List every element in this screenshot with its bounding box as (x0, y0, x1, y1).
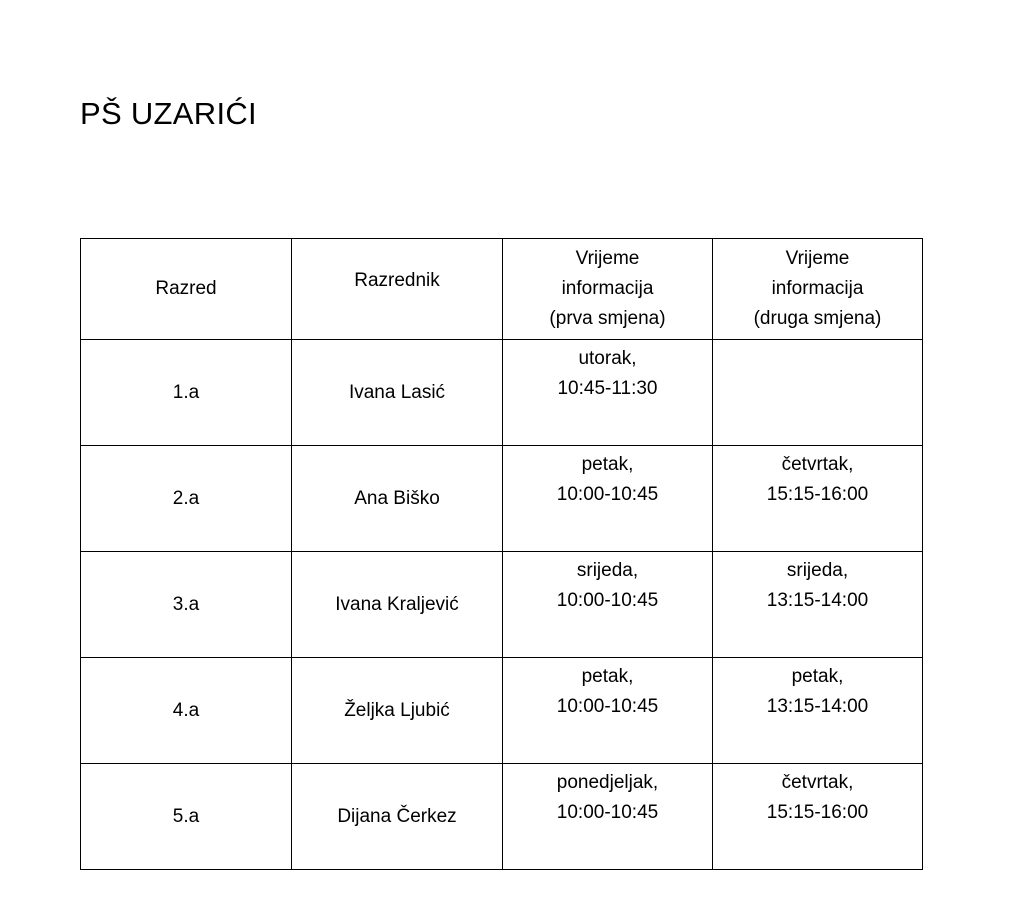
table-row (81, 340, 923, 446)
cell-razred: 3.a (81, 552, 292, 658)
cell-razrednik: Ana Biško (292, 446, 503, 552)
header-druga-smjena (713, 239, 923, 340)
cell-prva-smjena (503, 552, 713, 658)
header-druga-line: Vrijeme (785, 248, 850, 269)
cell-prva-smjena (503, 764, 713, 870)
header-prva-line: Vrijeme (575, 248, 640, 269)
cell-day: utorak, (578, 348, 637, 369)
cell-day: srijeda, (786, 560, 849, 581)
cell-time: 15:15-16:00 (766, 484, 869, 505)
header-razrednik (292, 239, 503, 340)
cell-druga-smjena (713, 340, 923, 446)
cell-day: ponedjeljak, (556, 772, 659, 793)
cell-day: srijeda, (576, 560, 639, 581)
table-header-row (81, 239, 923, 340)
header-prva-smjena (503, 239, 713, 340)
cell-razrednik: Željka Ljubić (292, 658, 503, 764)
header-razred-label: Razred (155, 278, 217, 299)
cell-druga-smjena (713, 764, 923, 870)
cell-razred: 2.a (81, 446, 292, 552)
header-prva-line: (prva smjena) (549, 308, 666, 329)
cell-druga-smjena (713, 552, 923, 658)
cell-razrednik: Ivana Kraljević (292, 552, 503, 658)
cell-prva-smjena (503, 446, 713, 552)
table-row (81, 552, 923, 658)
cell-prva-smjena (503, 340, 713, 446)
cell-day: petak, (581, 454, 634, 475)
cell-day: petak, (791, 666, 844, 687)
header-druga-line: informacija (771, 278, 864, 299)
header-druga-line: (druga smjena) (753, 308, 882, 329)
cell-prva-smjena (503, 658, 713, 764)
cell-time: 13:15-14:00 (766, 696, 869, 717)
cell-time: 10:00-10:45 (556, 802, 659, 823)
table-row (81, 658, 923, 764)
cell-razred: 1.a (81, 340, 292, 446)
cell-day: četvrtak, (781, 454, 854, 475)
header-razrednik-label: Razrednik (354, 270, 440, 291)
cell-druga-smjena (713, 658, 923, 764)
header-prva-line: informacija (561, 278, 654, 299)
cell-razred: 4.a (81, 658, 292, 764)
cell-razrednik: Dijana Čerkez (292, 764, 503, 870)
table-row (81, 446, 923, 552)
cell-razrednik: Ivana Lasić (292, 340, 503, 446)
cell-time: 13:15-14:00 (766, 590, 869, 611)
cell-time: 15:15-16:00 (766, 802, 869, 823)
header-razred (81, 239, 292, 340)
page-title: PŠ UZARIĆI (80, 96, 257, 131)
cell-time: 10:00-10:45 (556, 590, 659, 611)
cell-time: 10:45-11:30 (557, 378, 658, 399)
cell-time: 10:00-10:45 (556, 696, 659, 717)
schedule-table (80, 238, 923, 870)
cell-day: petak, (581, 666, 634, 687)
cell-razred: 5.a (81, 764, 292, 870)
cell-druga-smjena (713, 446, 923, 552)
cell-time: 10:00-10:45 (556, 484, 659, 505)
table-row (81, 764, 923, 870)
cell-day: četvrtak, (781, 772, 854, 793)
